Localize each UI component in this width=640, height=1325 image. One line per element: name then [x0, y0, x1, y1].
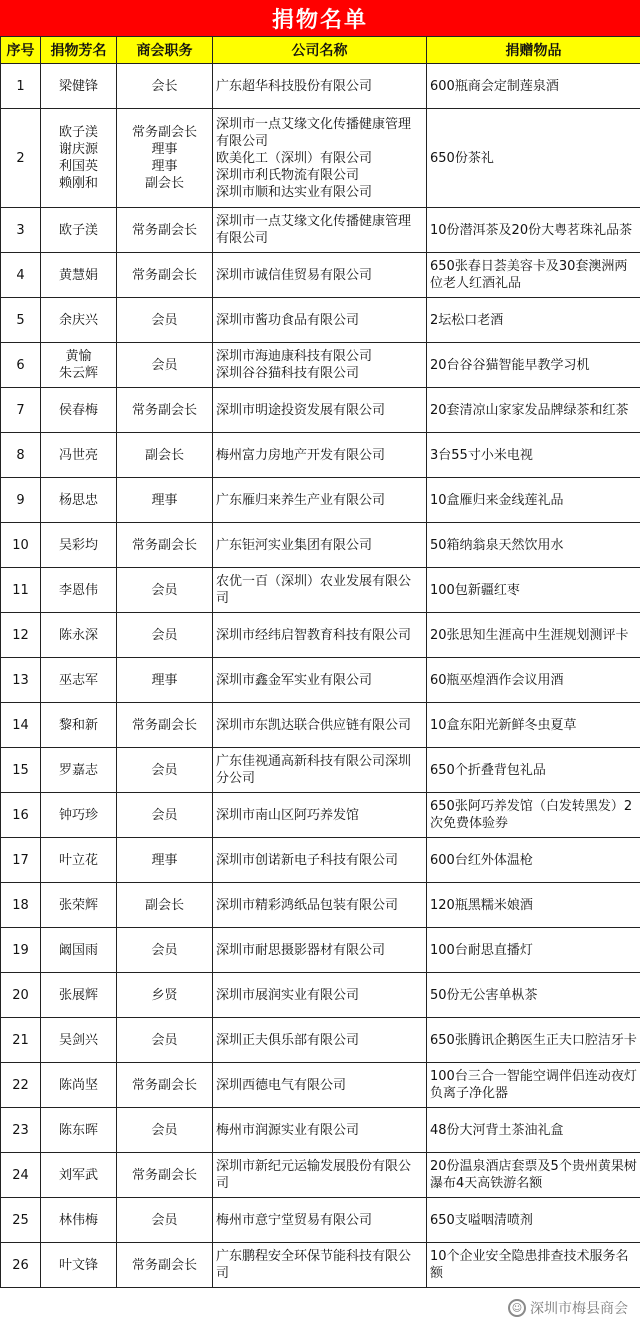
cell-role: 常务副会长 [117, 1063, 213, 1108]
cell-donor-name: 陈尚坚 [41, 1063, 117, 1108]
cell-company: 广东鹏程安全环保节能科技有限公司 [213, 1243, 427, 1288]
cell-company: 深圳正夫俱乐部有限公司 [213, 1018, 427, 1063]
cell-company: 深圳市酱功食品有限公司 [213, 298, 427, 343]
watermark [504, 1297, 632, 1319]
table-row [1, 1153, 640, 1198]
cell-donor-name: 陈永深 [41, 613, 117, 658]
cell-gift: 100台耐思直播灯 [427, 928, 640, 973]
cell-role: 理事 [117, 838, 213, 883]
cell-gift: 20台谷谷猫智能早教学习机 [427, 343, 640, 388]
header-index: 序号 [1, 37, 41, 64]
cell-company: 深圳市新纪元运输发展股份有限公司 [213, 1153, 427, 1198]
cell-index: 14 [1, 703, 41, 748]
table-row [1, 208, 640, 253]
cell-donor-name: 叶立花 [41, 838, 117, 883]
cell-company: 广东超华科技股份有限公司 [213, 64, 427, 109]
cell-donor-name: 李恩伟 [41, 568, 117, 613]
table-row [1, 568, 640, 613]
header-role: 商会职务 [117, 37, 213, 64]
cell-donor-name: 梁健锋 [41, 64, 117, 109]
cell-company: 深圳市耐思摄影器材有限公司 [213, 928, 427, 973]
cell-index: 18 [1, 883, 41, 928]
cell-company: 梅州富力房地产开发有限公司 [213, 433, 427, 478]
cell-donor-name: 吴剑兴 [41, 1018, 117, 1063]
cell-company: 深圳西德电气有限公司 [213, 1063, 427, 1108]
cell-index: 20 [1, 973, 41, 1018]
cell-gift: 100台三合一智能空调伴侣连动夜灯负离子净化器 [427, 1063, 640, 1108]
table-row [1, 838, 640, 883]
cell-company: 深圳市鑫金军实业有限公司 [213, 658, 427, 703]
cell-gift: 120瓶黑糯米娘酒 [427, 883, 640, 928]
cell-donor-name: 陈东晖 [41, 1108, 117, 1153]
cell-role: 会员 [117, 793, 213, 838]
cell-donor-name: 阚国雨 [41, 928, 117, 973]
cell-index: 2 [1, 109, 41, 208]
cell-gift: 600台红外体温枪 [427, 838, 640, 883]
table-row [1, 343, 640, 388]
cell-role: 理事 [117, 478, 213, 523]
cell-index: 17 [1, 838, 41, 883]
cell-index: 16 [1, 793, 41, 838]
cell-gift: 10盒东阳光新鲜冬虫夏草 [427, 703, 640, 748]
cell-index: 25 [1, 1198, 41, 1243]
cell-company: 深圳市一点艾缘文化传播健康管理有限公司 欧美化工（深圳）有限公司 深圳市利氏物流有限公司 深圳市顺和达实业有限公司 [213, 109, 427, 208]
cell-role: 乡贤 [117, 973, 213, 1018]
cell-company: 深圳市创诺新电子科技有限公司 [213, 838, 427, 883]
cell-role: 常务副会长 [117, 703, 213, 748]
cell-company: 深圳市展润实业有限公司 [213, 973, 427, 1018]
table-row [1, 433, 640, 478]
cell-index: 1 [1, 64, 41, 109]
cell-index: 26 [1, 1243, 41, 1288]
cell-index: 10 [1, 523, 41, 568]
cell-donor-name: 冯世亮 [41, 433, 117, 478]
table-row [1, 298, 640, 343]
cell-donor-name: 余庆兴 [41, 298, 117, 343]
cell-role: 副会长 [117, 883, 213, 928]
cell-role: 会员 [117, 343, 213, 388]
cell-index: 24 [1, 1153, 41, 1198]
table-row [1, 1243, 640, 1288]
cell-donor-name: 刘军武 [41, 1153, 117, 1198]
cell-gift: 48份大河背土茶油礼盒 [427, 1108, 640, 1153]
table-header-row [1, 37, 640, 64]
cell-donor-name: 林伟梅 [41, 1198, 117, 1243]
cell-donor-name: 张荣辉 [41, 883, 117, 928]
cell-index: 19 [1, 928, 41, 973]
cell-gift: 650张腾讯企鹅医生正夫口腔洁牙卡 [427, 1018, 640, 1063]
cell-company: 梅州市润源实业有限公司 [213, 1108, 427, 1153]
cell-index: 23 [1, 1108, 41, 1153]
cell-role: 理事 [117, 658, 213, 703]
cell-role: 会员 [117, 1108, 213, 1153]
cell-role: 会员 [117, 613, 213, 658]
header-gift: 捐赠物品 [427, 37, 640, 64]
cell-role: 会长 [117, 64, 213, 109]
table-row [1, 388, 640, 433]
cell-company: 梅州市意宁堂贸易有限公司 [213, 1198, 427, 1243]
cell-role: 常务副会长 理事 理事 副会长 [117, 109, 213, 208]
cell-company: 深圳市明途投资发展有限公司 [213, 388, 427, 433]
cell-role: 会员 [117, 748, 213, 793]
table-row [1, 973, 640, 1018]
page-title: 捐物名单 [0, 0, 640, 36]
cell-gift: 600瓶商会定制莲泉酒 [427, 64, 640, 109]
cell-gift: 650个折叠背包礼品 [427, 748, 640, 793]
cell-role: 会员 [117, 568, 213, 613]
cell-company: 深圳市经纬启智教育科技有限公司 [213, 613, 427, 658]
wechat-icon: ☺ [508, 1299, 526, 1317]
cell-gift: 10份潜洱茶及20份大粤茗珠礼品茶 [427, 208, 640, 253]
cell-role: 常务副会长 [117, 523, 213, 568]
cell-role: 会员 [117, 1198, 213, 1243]
cell-donor-name: 黎和新 [41, 703, 117, 748]
table-row [1, 1108, 640, 1153]
cell-gift: 20套清凉山家家发品牌绿茶和红茶 [427, 388, 640, 433]
cell-company: 深圳市海迪康科技有限公司 深圳谷谷猫科技有限公司 [213, 343, 427, 388]
cell-company: 广东佳视通高新科技有限公司深圳分公司 [213, 748, 427, 793]
cell-donor-name: 侯春梅 [41, 388, 117, 433]
table-row [1, 1063, 640, 1108]
cell-donor-name: 钟巧珍 [41, 793, 117, 838]
table-row [1, 928, 640, 973]
table-row [1, 1018, 640, 1063]
cell-donor-name: 黄愉 朱云辉 [41, 343, 117, 388]
cell-donor-name: 杨思忠 [41, 478, 117, 523]
table-row [1, 109, 640, 208]
cell-index: 15 [1, 748, 41, 793]
cell-gift: 650份茶礼 [427, 109, 640, 208]
cell-company: 广东钜河实业集团有限公司 [213, 523, 427, 568]
cell-gift: 10盒雁归来金线莲礼品 [427, 478, 640, 523]
cell-gift: 20份温泉酒店套票及5个贵州黄果树瀑布4天高铁游名额 [427, 1153, 640, 1198]
cell-gift: 20张思知生涯高中生涯规划测评卡 [427, 613, 640, 658]
cell-gift: 650张春日荟美容卡及30套澳洲两位老人红酒礼品 [427, 253, 640, 298]
cell-index: 4 [1, 253, 41, 298]
cell-index: 8 [1, 433, 41, 478]
cell-role: 常务副会长 [117, 253, 213, 298]
table-row [1, 64, 640, 109]
cell-company: 深圳市一点艾缘文化传播健康管理有限公司 [213, 208, 427, 253]
cell-donor-name: 叶文锋 [41, 1243, 117, 1288]
cell-donor-name: 吴彩均 [41, 523, 117, 568]
cell-company: 深圳市诚信佳贸易有限公司 [213, 253, 427, 298]
cell-gift: 60瓶巫煌酒作会议用酒 [427, 658, 640, 703]
donation-table [0, 36, 640, 1288]
cell-index: 7 [1, 388, 41, 433]
table-row [1, 478, 640, 523]
cell-role: 常务副会长 [117, 1243, 213, 1288]
table-row [1, 613, 640, 658]
table-row [1, 658, 640, 703]
table-row [1, 703, 640, 748]
cell-donor-name: 欧子渼 谢庆源 利国英 赖刚和 [41, 109, 117, 208]
watermark-text: 深圳市梅县商会 [530, 1301, 628, 1317]
cell-index: 5 [1, 298, 41, 343]
cell-index: 6 [1, 343, 41, 388]
cell-company: 广东雁归来养生产业有限公司 [213, 478, 427, 523]
cell-index: 22 [1, 1063, 41, 1108]
cell-donor-name: 张展辉 [41, 973, 117, 1018]
cell-role: 常务副会长 [117, 1153, 213, 1198]
cell-index: 21 [1, 1018, 41, 1063]
table-row [1, 883, 640, 928]
cell-company: 深圳市南山区阿巧养发馆 [213, 793, 427, 838]
cell-donor-name: 罗嘉志 [41, 748, 117, 793]
cell-role: 会员 [117, 1018, 213, 1063]
cell-role: 会员 [117, 298, 213, 343]
cell-donor-name: 欧子渼 [41, 208, 117, 253]
cell-index: 9 [1, 478, 41, 523]
table-row [1, 748, 640, 793]
cell-gift: 650支嗌咽清喷剂 [427, 1198, 640, 1243]
cell-gift: 10个企业安全隐患排查技术服务名额 [427, 1243, 640, 1288]
cell-donor-name: 巫志军 [41, 658, 117, 703]
header-company: 公司名称 [213, 37, 427, 64]
table-row [1, 1198, 640, 1243]
header-donor-name: 捐物芳名 [41, 37, 117, 64]
cell-index: 11 [1, 568, 41, 613]
cell-role: 会员 [117, 928, 213, 973]
cell-company: 深圳市东凯达联合供应链有限公司 [213, 703, 427, 748]
cell-gift: 2坛松口老酒 [427, 298, 640, 343]
cell-index: 13 [1, 658, 41, 703]
cell-gift: 50箱纳翁泉天然饮用水 [427, 523, 640, 568]
cell-gift: 650张阿巧养发馆（白发转黑发）2次免费体验券 [427, 793, 640, 838]
cell-role: 副会长 [117, 433, 213, 478]
table-row [1, 793, 640, 838]
cell-company: 农优一百（深圳）农业发展有限公司 [213, 568, 427, 613]
table-body [1, 64, 640, 1288]
cell-index: 12 [1, 613, 41, 658]
table-row [1, 523, 640, 568]
cell-role: 常务副会长 [117, 388, 213, 433]
cell-gift: 50份无公害单枞茶 [427, 973, 640, 1018]
cell-gift: 100包新疆红枣 [427, 568, 640, 613]
cell-index: 3 [1, 208, 41, 253]
table-row [1, 253, 640, 298]
cell-role: 常务副会长 [117, 208, 213, 253]
cell-gift: 3台55寸小米电视 [427, 433, 640, 478]
cell-company: 深圳市精彩鸿纸品包装有限公司 [213, 883, 427, 928]
cell-donor-name: 黄慧娟 [41, 253, 117, 298]
